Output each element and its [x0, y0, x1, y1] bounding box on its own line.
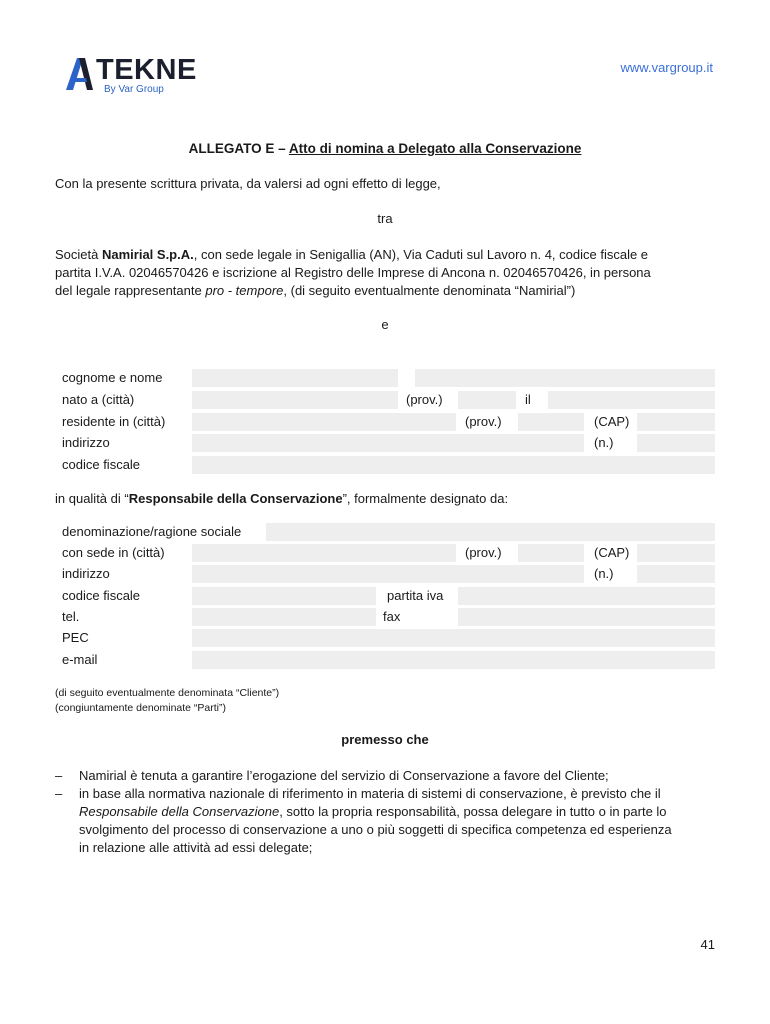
premesso-heading: premesso che [341, 732, 429, 747]
label-residente: residente in (città) [62, 414, 166, 429]
company-name: Namirial S.p.A. [101, 247, 194, 262]
logo-subtitle: By Var Group [104, 84, 164, 95]
field-prov-nascita[interactable] [458, 391, 516, 409]
field-data-nascita[interactable] [548, 391, 715, 409]
field-cognome[interactable] [192, 369, 398, 387]
label-con-sede: con sede in (città) [62, 545, 165, 560]
label-pec: PEC [62, 630, 89, 645]
field-prov-sede[interactable] [518, 544, 584, 562]
company-line2: partita I.V.A. 02046570426 e iscrizione al Registro delle Imprese di Ancona n. 02046570426, in persona [55, 265, 651, 280]
field-fax[interactable] [458, 608, 715, 626]
company-paragraph [55, 246, 717, 300]
field-indirizzo[interactable] [192, 434, 584, 452]
tekne-logo [64, 56, 224, 100]
label-denominazione: denominazione/ragione sociale [62, 524, 242, 539]
label-codice-fiscale: codice fiscale [62, 457, 141, 472]
qualita-bold: Responsabile della Conservazione [128, 491, 343, 506]
bullet-2-line3: svolgimento del processo di conservazione a uno o più soggetti di specifica competenza ed esperienza [79, 822, 672, 837]
website-link[interactable]: www.vargroup.it [620, 60, 713, 75]
field-nato-a[interactable] [192, 391, 398, 409]
bullet-1-text: Namirial è tenuta a garantire l’erogazione del servizio di Conservazione a favore del Cliente; [79, 768, 609, 783]
label-indirizzo: indirizzo [62, 435, 110, 450]
company-line3-italic: pro - tempore [205, 283, 284, 298]
label-il: il [525, 392, 531, 407]
qualita-text [55, 490, 717, 508]
list-item [55, 767, 717, 785]
note-cliente: (di seguito eventualmente denominata “Cliente”) [55, 687, 280, 699]
label-partita-iva: partita iva [387, 588, 444, 603]
title-underlined: Atto di nomina a Delegato alla Conservazione [288, 141, 582, 156]
field-codice-fiscale[interactable] [192, 456, 715, 474]
bullet-2-line1: in base alla normativa nazionale di riferimento in materia di sistemi di conservazione, è previsto che il [79, 786, 661, 801]
field-cap[interactable] [637, 413, 715, 431]
intro-text: Con la presente scrittura privata, da valersi ad ogni effetto di legge, [55, 176, 441, 191]
label-prov-sede: (prov.) [465, 545, 502, 560]
label-tel: tel. [62, 609, 80, 624]
field-pec[interactable] [192, 629, 715, 647]
label-prov-residenza: (prov.) [465, 414, 502, 429]
bullet-dash: – [55, 786, 63, 801]
field-numero-sede[interactable] [637, 565, 715, 583]
bullet-2-italic: Responsabile della Conservazione [79, 804, 280, 819]
company-line1: , con sede legale in Senigallia (AN), Via Caduti sul Lavoro n. 4, codice fiscale e [193, 247, 649, 262]
tekne-a-icon [64, 56, 94, 92]
field-residente[interactable] [192, 413, 456, 431]
field-con-sede[interactable] [192, 544, 456, 562]
label-fax: fax [383, 609, 401, 624]
title-prefix: ALLEGATO E – [188, 141, 289, 156]
label-cap: (CAP) [594, 414, 630, 429]
bullet-2-line4: in relazione alle attività ad essi delegate; [79, 840, 313, 855]
field-tel[interactable] [192, 608, 376, 626]
field-partita-iva[interactable] [458, 587, 715, 605]
company-pre: Società [55, 247, 102, 262]
field-indirizzo-sede[interactable] [192, 565, 584, 583]
logo-wordmark: TEKNE [96, 54, 197, 86]
label-nato-a: nato a (città) [62, 392, 135, 407]
tra-text: tra [377, 211, 393, 226]
label-numero-sede: (n.) [594, 566, 614, 581]
bullet-dash: – [55, 768, 63, 783]
label-cf-cliente: codice fiscale [62, 588, 141, 603]
company-line3-post: , (di seguito eventualmente denominata “Namirial”) [283, 283, 576, 298]
label-cap-sede: (CAP) [594, 545, 630, 560]
field-denominazione[interactable] [266, 523, 715, 541]
label-numero: (n.) [594, 435, 614, 450]
document-title [0, 141, 770, 156]
field-nome[interactable] [415, 369, 715, 387]
field-numero[interactable] [637, 434, 715, 452]
company-line3-pre: del legale rappresentante [55, 283, 206, 298]
list-item [55, 785, 717, 857]
label-prov-nascita: (prov.) [406, 392, 443, 407]
label-email: e-mail [62, 652, 98, 667]
note-parti: (congiuntamente denominate “Parti”) [55, 702, 227, 714]
field-prov-residenza[interactable] [518, 413, 584, 431]
premesso-list [55, 767, 717, 857]
qualita-pre: in qualità di “ [55, 491, 129, 506]
field-email[interactable] [192, 651, 715, 669]
label-cognome-nome: cognome e nome [62, 370, 163, 385]
label-indirizzo-sede: indirizzo [62, 566, 110, 581]
qualita-post: ”, formalmente designato da: [342, 491, 509, 506]
e-text: e [381, 317, 389, 332]
page-number: 41 [700, 937, 715, 952]
field-cf-cliente[interactable] [192, 587, 376, 605]
bullet-2-line2: , sotto la propria responsabilità, possa delegare in tutto o in parte lo [279, 804, 667, 819]
field-cap-sede[interactable] [637, 544, 715, 562]
